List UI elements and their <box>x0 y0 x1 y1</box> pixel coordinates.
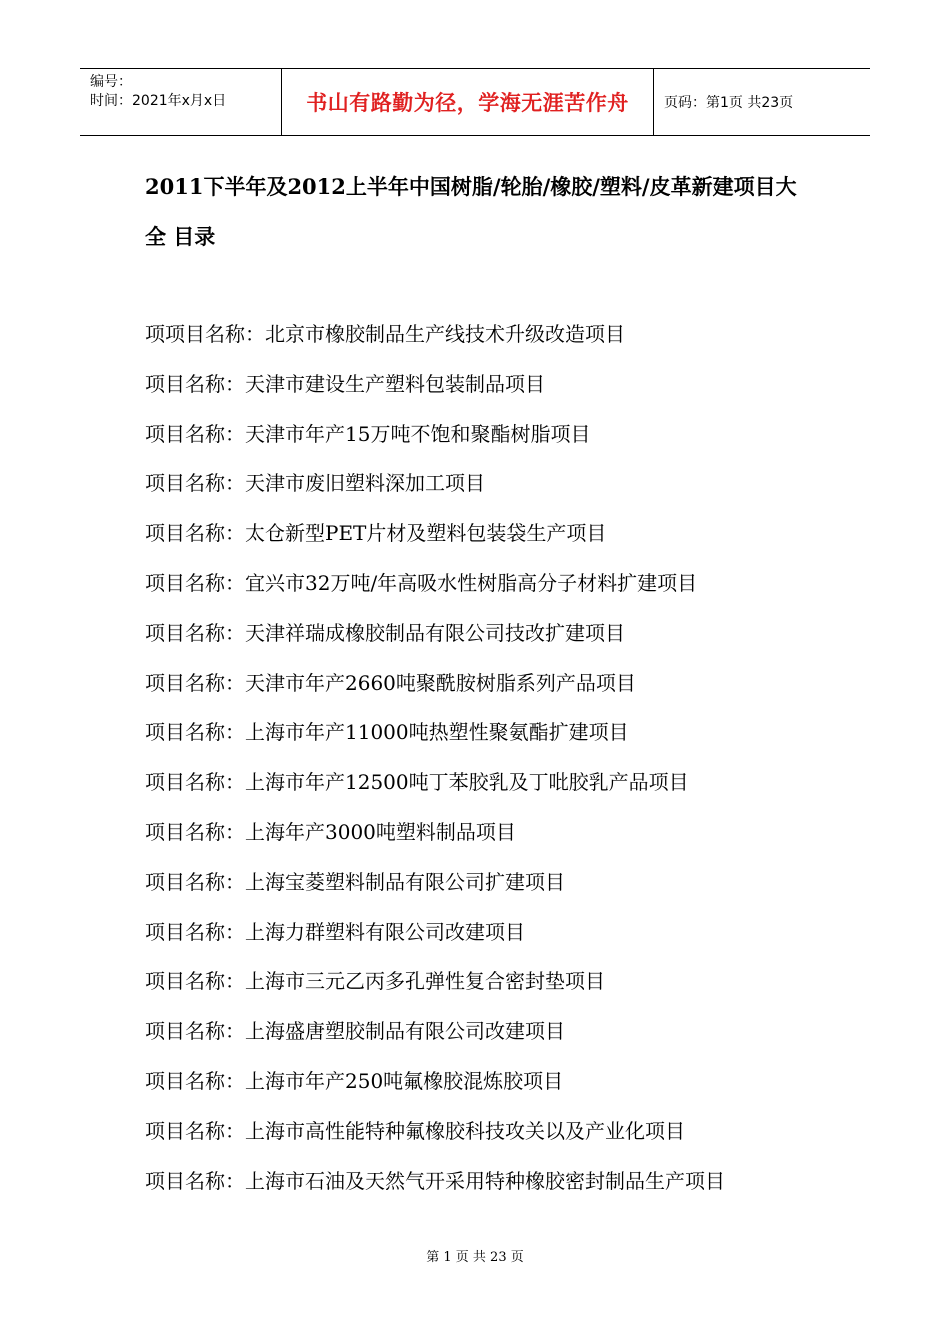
motto-text: 书山有路勤为径，学海无涯苦作舟 <box>306 91 629 115</box>
list-item: 项目名称：天津市建设生产塑料包装制品项目 <box>145 371 545 396</box>
title-line-2: 全 目录 <box>145 224 216 249</box>
list-item: 项目名称：宜兴市32万吨/年高吸水性树脂高分子材料扩建项目 <box>145 570 698 595</box>
list-item: 项目名称：上海盛唐塑胶制品有限公司改建项目 <box>145 1019 565 1044</box>
list-item: 项目名称：天津祥瑞成橡胶制品有限公司技改扩建项目 <box>145 620 625 645</box>
list-item: 项项目名称：北京市橡胶制品生产线技术升级改造项目 <box>145 322 625 346</box>
project-list <box>145 310 845 1206</box>
list-item: 项目名称：天津市废旧塑料深加工项目 <box>145 471 485 496</box>
list-item: 项目名称：上海市石油及天然气开采用特种橡胶密封制品生产项目 <box>145 1168 725 1193</box>
list-item: 项目名称：上海力群塑料有限公司改建项目 <box>145 919 525 944</box>
time-label: 时间：2021年x月x日 <box>90 93 227 109</box>
list-item: 项目名称：上海市三元乙丙多孔弹性复合密封垫项目 <box>145 969 605 994</box>
list-item: 项目名称：上海市年产250吨氟橡胶混炼胶项目 <box>145 1068 564 1093</box>
list-item: 项目名称：上海年产3000吨塑料制品项目 <box>145 819 516 844</box>
number-label: 编号： <box>90 74 132 90</box>
list-item: 项目名称：上海市高性能特种氟橡胶科技攻关以及产业化项目 <box>145 1118 685 1143</box>
page-info: 页码：第1页 共23页 <box>664 95 794 111</box>
page-footer <box>0 1246 950 1265</box>
page-header <box>80 68 870 136</box>
list-item: 项目名称：天津市年产15万吨不饱和聚酯树脂项目 <box>145 421 591 446</box>
header-motto-cell <box>282 69 654 135</box>
header-page-cell <box>654 69 870 135</box>
list-item: 项目名称：上海市年产11000吨热塑性聚氨酯扩建项目 <box>145 720 629 745</box>
document-title <box>145 162 825 262</box>
list-item: 项目名称：太仓新型PET片材及塑料包装袋生产项目 <box>145 521 607 546</box>
list-item: 项目名称：上海宝菱塑料制品有限公司扩建项目 <box>145 869 565 894</box>
footer-page-number: 第 1 页 共 23 页 <box>426 1250 524 1265</box>
title-line-1: 2011下半年及2012上半年中国树脂/轮胎/橡胶/塑料/皮革新建项目大 <box>145 174 797 199</box>
list-item: 项目名称：天津市年产2660吨聚酰胺树脂系列产品项目 <box>145 670 636 695</box>
list-item: 项目名称：上海市年产12500吨丁苯胶乳及丁吡胶乳产品项目 <box>145 770 689 795</box>
header-meta-cell <box>80 69 282 135</box>
